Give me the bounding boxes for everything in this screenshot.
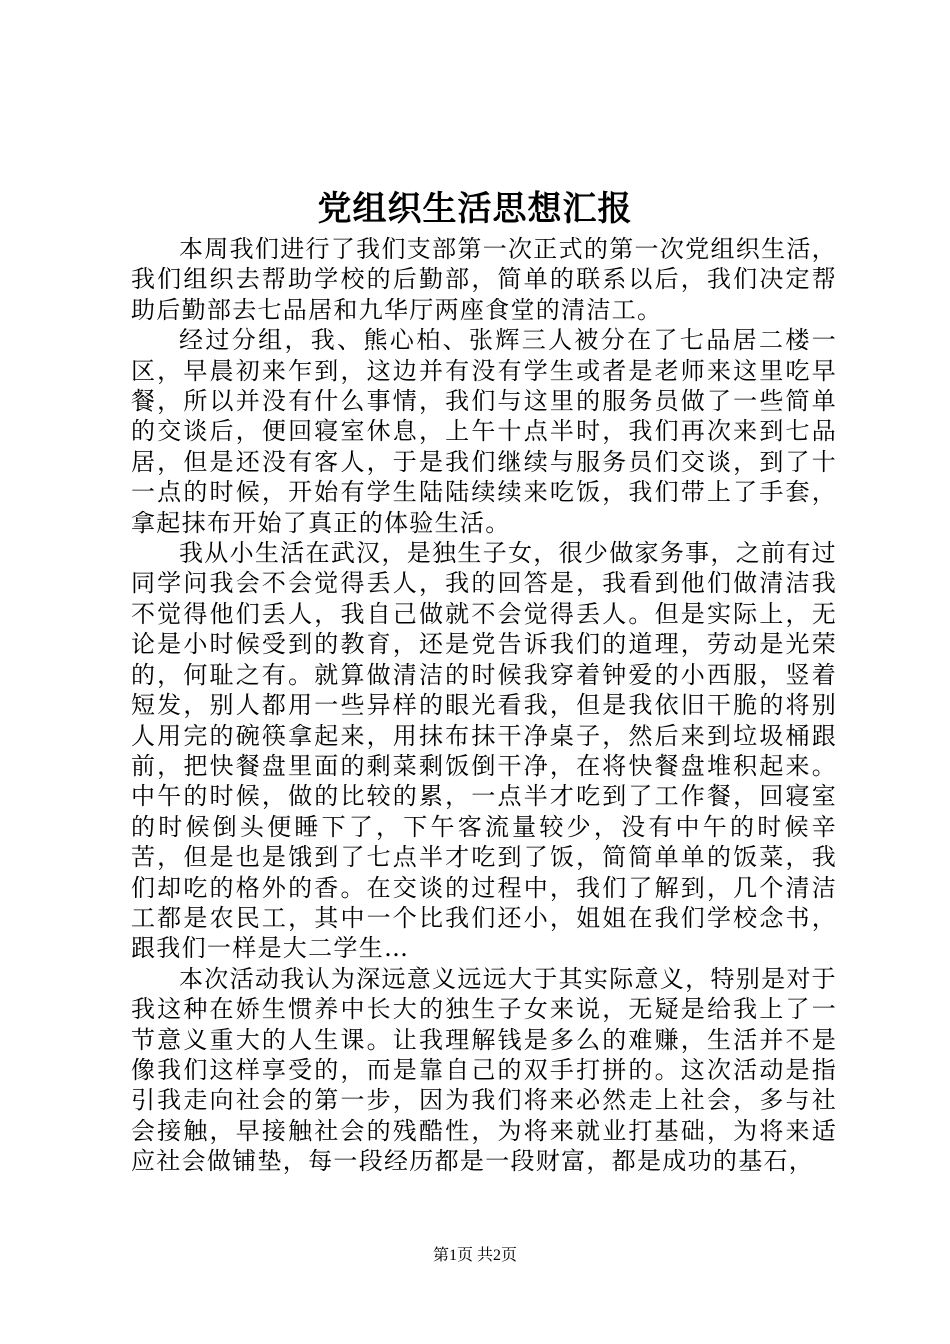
- paragraph-2: 经过分组，我、熊心柏、张辉三人被分在了七品居二楼一区，早晨初来乍到，这边并有没有学生或者是老师来这里吃早餐，所以并没有什么事情，我们与这里的服务员做了一些简单的交谈后，便回寝室休息，上午十点半时，我们再次来到七品居，但是还没有客人，于是我们继续与服务员们交谈，到了十一点的时候，开始有学生陆陆续续来吃饭，我们带上了手套，拿起抹布开始了真正的体验生活。: [131, 326, 837, 537]
- paragraph-4: 本次活动我认为深远意义远远大于其实际意义，特别是对于我这种在娇生惯养中长大的独生子女来说，无疑是给我上了一节意义重大的人生课。让我理解钱是多么的难赚，生活并不是像我们这样享受的，而是靠自己的双手打拼的。这次活动是指引我走向社会的第一步，因为我们将来必然走上社会，多与社会接触，早接触社会的残酷性，为将来就业打基础，为将来适应社会做铺垫，每一段经历都是一段财富，都是成功的基石，: [131, 964, 837, 1176]
- paragraph-3: 我从小生活在武汉，是独生子女，很少做家务事，之前有过同学问我会不会觉得丢人，我的回答是，我看到他们做清洁我不觉得他们丢人，我自己做就不会觉得丢人。但是实际上，无论是小时候受到的教育，还是党告诉我们的道理，劳动是光荣的，何耻之有。就算做清洁的时候我穿着钟爱的小西服，竖着短发，别人都用一些异样的眼光看我，但是我依旧干脆的将别人用完的碗筷拿起来，用抹布抹干净桌子，然后来到垃圾桶跟前，把快餐盘里面的剩菜剩饭倒干净，在将快餐盘堆积起来。中午的时候，做的比较的累，一点半才吃到了工作餐，回寝室的时候倒头便睡下了，下午客流量较少，没有中午的时候辛苦，但是也是饿到了七点半才吃到了饭，简简单单的饭菜，我们却吃的格外的香。在交谈的过程中，我们了解到，几个清洁工都是农民工，其中一个比我们还小，姐姐在我们学校念书，跟我们一样是大二学生…: [131, 539, 837, 963]
- paragraph-1: 本周我们进行了我们支部第一次正式的第一次党组织生活，我们组织去帮助学校的后勤部，简单的联系以后，我们决定帮助后勤部去七品居和九华厅两座食堂的清洁工。: [131, 235, 837, 324]
- page-number-footer: 第1页 共2页: [432, 1247, 517, 1264]
- document-title: 党组织生活思想汇报: [317, 189, 633, 229]
- document-body: [131, 234, 837, 1177]
